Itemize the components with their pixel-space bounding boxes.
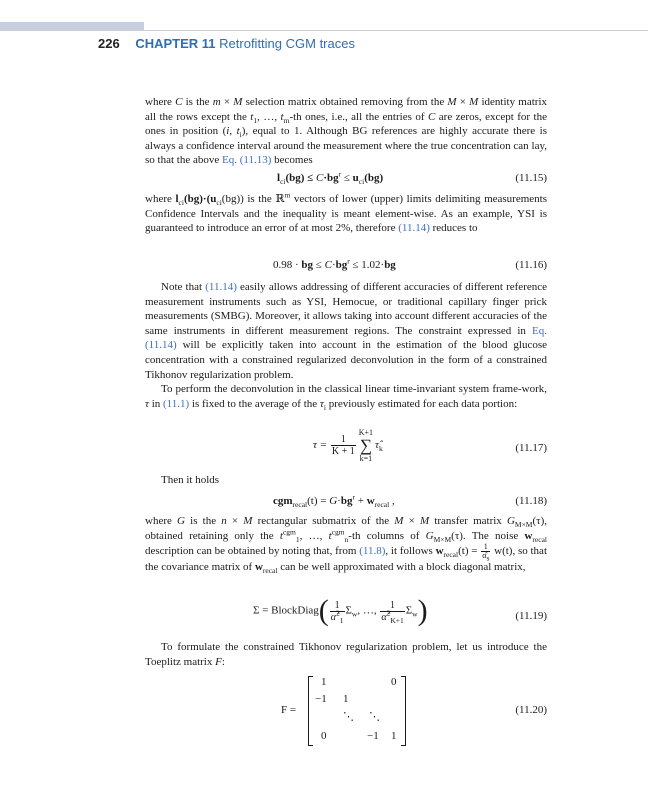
paragraph-selection-matrix: where C is the m × M selection matrix obtained removing from the M × M identity matrix all the rows except the $t_1$, …, $t_m-th$ ones, i.e., all the entries of C are zeros, except for the ones in position (i, $t_i$), equal to 1. Although BG references are highly accurate there is always a confidence interval around the measurement where the true concentration can lay, so that the above Eq. (11.13) becomes (145, 96, 547, 167)
equation-number: (11.17) (515, 442, 547, 454)
equation-11-17-body: τ = $\frac{1}{K + 1}$ K+1 ∑ $k=1\taû_k$ (313, 428, 383, 463)
matrix-cell: 0 (391, 676, 397, 688)
equation-11-16-body: 0.98 · bg ≤ $C\cdot bg^r \le 1.02\cdot bg$ (273, 256, 396, 271)
chapter-label: CHAPTER 11 (135, 36, 216, 51)
matrix-cell: 1 (343, 693, 349, 705)
matrix-cell: 1 (321, 676, 327, 688)
page-number: 226 (98, 36, 120, 51)
equation-ref-11-13[interactable]: Eq. (11.13) (221, 154, 272, 167)
matrix-cell: ⋱ (369, 711, 380, 723)
equation-11-18-body: $cgm_{recal}(t) = G\cdot bg^r + w_{recal}$ , (273, 492, 395, 510)
toeplitz-matrix (308, 676, 406, 746)
running-header (98, 36, 355, 51)
matrix-cell: −1 (315, 693, 327, 705)
paragraph-accuracies: Note that (11.14) easily allows addressing of different accuracies of different reference measurement instruments such as YSI, Hemocue, or traditional capillary finger prick measurements (SMBG). Moreover, it allows taking into account different accuracies of the same instruments in different measurement regions. The constraint expressed in Eq. (11.14) will be explicitly taken into account in the estimation of the blood glucose concentration with a constrained regularized deconvolution in the form of a constrained Tikhonov regularization problem. To perform the deconvolution in the classical linear time-invariant system frame-work, τ in (11.1) is fixed to the average of the $\tau_i$ previously estimated for each data portion: (145, 281, 547, 412)
equation-number: (11.20) (515, 704, 547, 716)
equation-11-19 (145, 596, 547, 636)
matrix-cell: 1 (391, 730, 397, 742)
fraction: $\frac{1}{\alphâ_s}$ (482, 542, 490, 563)
equation-ref-11-1[interactable]: (11.1) (163, 397, 190, 410)
equation-11-17 (145, 428, 547, 468)
equation-11-16 (145, 256, 547, 275)
equation-number: (11.18) (515, 495, 547, 507)
equation-ref-11-14[interactable]: (11.14) (205, 281, 237, 293)
equation-11-18 (145, 492, 547, 511)
paragraph-transfer-matrix: where G is the n × M rectangular submatrix of the M × M transfer matrix $G_{M\times M}(\tau)$, obtained retaining only the $t^{cgm}_1$, …, $t^{cgm}_n-th$ columns of $G_{M\times M}(\tau)$. The noise $w_{recal}$ description can be obtained by noting that, from (11.8), it follows $w_{recal}(t)$ = $\frac{1}{\alphâ_s}$ w(t), so that the covariance matrix of $w_{recal}$ can be well approximated with a block diagonal matrix, (145, 515, 547, 576)
equation-ref-11-14[interactable]: (11.14) (398, 222, 430, 235)
fraction: $\frac{1}{\alphâ^2_1}$ (330, 599, 344, 625)
equation-11-15 (145, 169, 547, 188)
fraction: $\frac{1}{K + 1}$ (331, 434, 355, 457)
equation-11-20-lhs: F = (281, 704, 297, 716)
summation: K+1 ∑ k=1 (358, 428, 374, 463)
matrix-cell: −1 (367, 730, 379, 742)
equation-number: (11.19) (515, 610, 547, 622)
equation-ref-11-8[interactable]: (11.8) (359, 545, 386, 558)
paragraph-confidence-intervals: where $l_{ci}(bg)\cdot(u_{ci}(bg))$ is the ℝ$^m$ vectors of lower (upper) limits delimiting measurements Confidence Intervals and the inequality is meant element-wise. As an example, YSI is guaranteed to introduce an error of at most 2%, therefore (11.14) reduces to (145, 190, 547, 235)
matrix-cell: ⋱ (343, 711, 354, 723)
matrix-cell: 0 (321, 730, 327, 742)
fraction: $\frac{1}{\alphâ^2_{K+1}}$ (381, 599, 404, 625)
equation-ref-11-14[interactable]: Eq. (11.14) (145, 324, 547, 352)
equation-11-19-body: Σ = BlockDiag( $\frac{1}{\alphâ^2_1}$ $\Sigma_w$, …, $\frac{1}{\alphâ^2_{K+1}}$ $\Sigma_w$) (253, 594, 428, 627)
paragraph-then-it-holds: Then it holds (161, 474, 220, 486)
equation-11-15-body: $l_{ci}(bg) \le C\cdot bg^r \le u_{ci}(bg)$ (277, 169, 384, 187)
paragraph-toeplitz: To formulate the constrained Tikhonov regularization problem, let us introduce the Toeplitz matrix F: (145, 641, 547, 668)
header-rule (0, 30, 648, 31)
equation-number: (11.15) (515, 172, 547, 184)
equation-number: (11.16) (515, 259, 547, 271)
chapter-title: Retrofitting CGM traces (219, 36, 355, 51)
